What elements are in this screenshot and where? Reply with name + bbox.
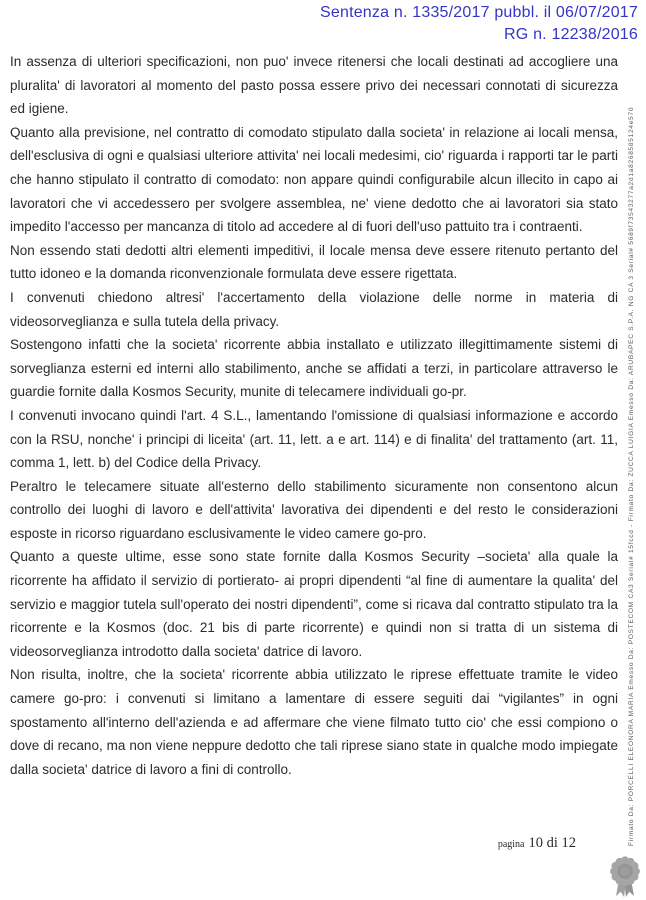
paragraph: Quanto alla previsione, nel contratto di comodato stipulato dalla societa' in relazione ai locali mensa, dell'esclusiva di ogni e qualsiasi ulteriore attivita' nei locali medesimi, cio' riguarda i rapporti tar le parti che hanno stipulato il contratto di comodato: non appare quindi configurabile alcun illecito in capo ai lavoratori che vi accedessero per svolgere assemblea, ne' viene dedotto che ai lavoratori sia stato impedito l'accesso per mancanza di titolo ad accedere al di fuori dell'uso pattuito tra i contraenti. <box>10 124 618 235</box>
page-number-value: 10 di 12 <box>528 835 576 851</box>
rg-header-line: RG n. 12238/2016 <box>504 26 638 43</box>
paragraph: Quanto a queste ultime, esse sono state fornite dalla Kosmos Security –societa' alla quale la ricorrente ha affidato il servizio di portierato- ai propri dipendenti “al fine di aumentare la qualita' del servizio e maggior tutela sull'operato dei nostri dipendenti”, come si ricava dal contratto stipulato tra la ricorrente e la Kosmos (doc. 21 bis di parte ricorrente) e quindi non si tratta di un sistema di videosorveglianza introdotto dalla societa' datrice di lavoro. <box>10 549 618 659</box>
page-number <box>498 834 576 852</box>
paragraph: Non essendo stati dedotti altri elementi impeditivi, il locale mensa deve essere ritenuto pertanto del tutto idoneo e la domanda riconvenzionale formulata deve essere rigettata. <box>10 242 618 282</box>
paragraph: Peraltro le telecamere situate all'esterno dello stabilimento sicuramente non consentono alcun controllo dei luoghi di lavoro e dell'attivita' lavorativa dei dipendenti e del resto le considerazioni esposte in ricorso riguardano esclusivamente le video camere go-pro. <box>10 478 618 541</box>
paragraph: Non risulta, inoltre, che la societa' ricorrente abbia utilizzato le riprese effettuate tramite le video camere go-pro: i convenuti si limitano a lamentare di essere seguiti dai “vigilantes” in ogni spostamento all'interno dell'azienda e ad affermare che viene filmato tutto cio' che essi compiono o dove di recano, ma non viene neppure dedotto che tali riprese siano state in qualche modo impiegate dalla societa' datrice di lavoro a fini di controllo. <box>10 667 618 777</box>
rosette-seal-icon <box>606 854 644 900</box>
page-number-label: pagina <box>497 839 525 850</box>
document-body <box>10 50 618 781</box>
digital-signature-text: Firmato Da: PORCELLI ELEONORA MARIA Emesso Da: POSTECOM CA3 Serial# 15fccd - Firmato Da: ZUCCA LUIGIA Emesso Da: ARUBAPEC S.P.A. NG CA 3 Serial# 5689f73543277a2d1a8268585124e570 <box>628 106 635 846</box>
document-header <box>0 2 638 46</box>
paragraph: I convenuti invocano quindi l'art. 4 S.L., lamentando l'omissione di qualsiasi informazione e accordo con la RSU, nonche' i principi di liceita' (art. 11, lett. a e art. 114) e di finalita' del trattamento (art. 11, comma 1, lett. b) del Codice della Privacy. <box>10 407 618 471</box>
paragraph: Sostengono infatti che la societa' ricorrente abbia installato e utilizzato illegittimamente sistemi di sorveglianza esterni ed interni allo stabilimento, anche se affidati a terzi, in particolare attraverso le guardie fornite dalla Kosmos Security, munite di telecamere individuali go-pr. <box>10 337 618 400</box>
sentenza-header-line: Sentenza n. 1335/2017 pubbl. il 06/07/2017 <box>320 4 638 21</box>
paragraph: In assenza di ulteriori specificazioni, non puo' invece ritenersi che locali destinati ad accogliere una pluralita' di lavoratori al momento del pasto possa essere privo dei necessari connotati di sicurezza ed igiene. <box>10 54 618 117</box>
paragraph: I convenuti chiedono altresi' l'accertamento della violazione delle norme in materia di videosorveglianza e sulla tutela della privacy. <box>10 289 618 329</box>
